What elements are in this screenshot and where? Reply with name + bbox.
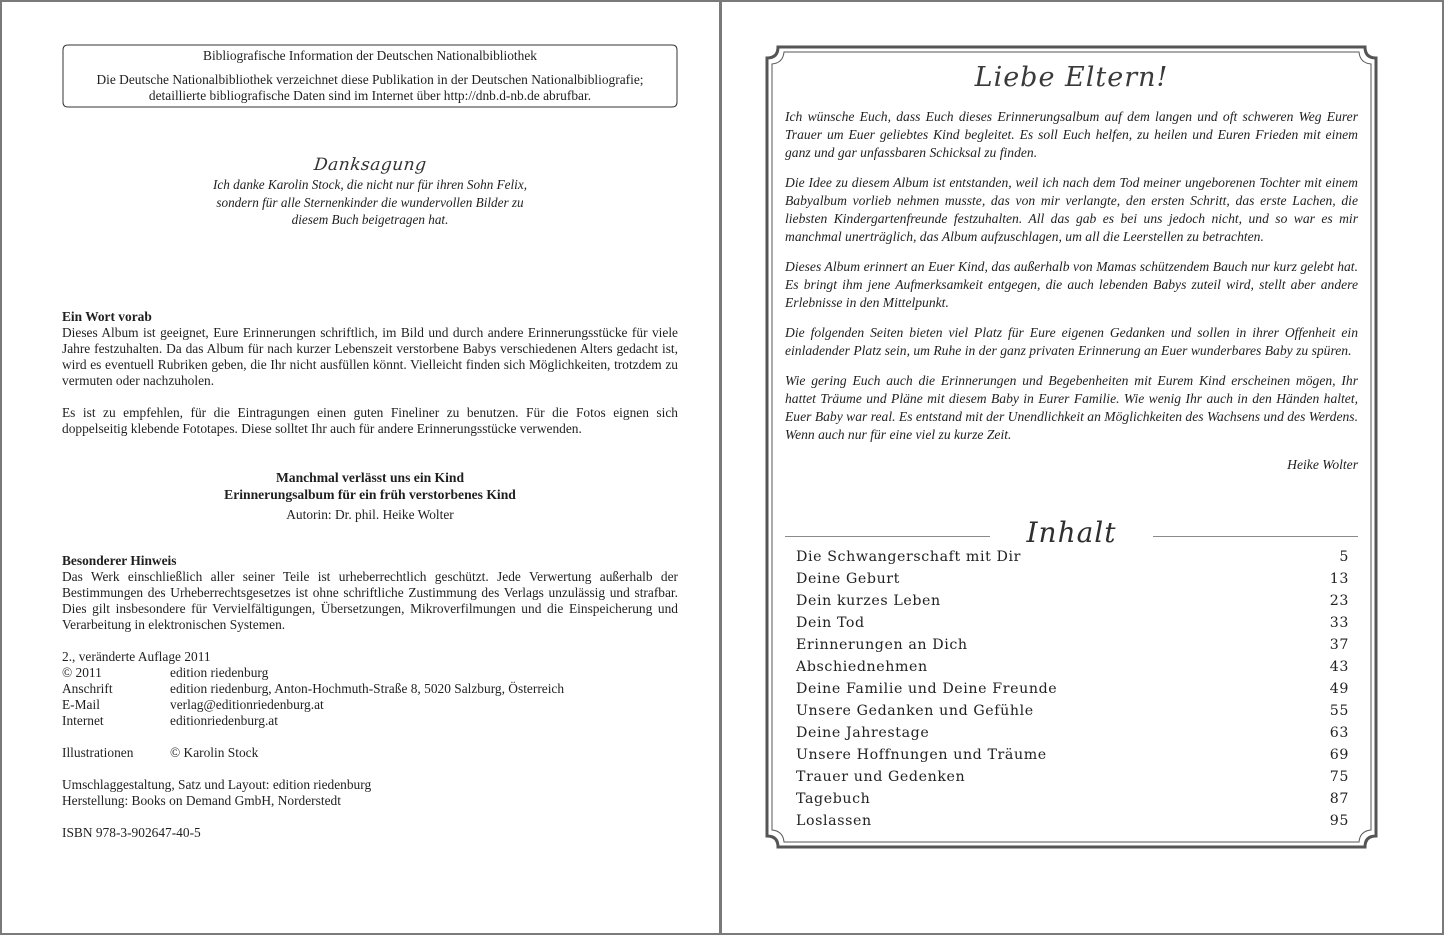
imprint-key: © 2011 (62, 664, 102, 680)
biblio-line-1: Die Deutsche Nationalbibliothek verzeichnet diese Publikation in der Deutschen Nationalbibliografie; (96, 72, 644, 87)
letter-paragraph: Ich wünsche Euch, dass Euch dieses Erinnerungsalbum auf dem langen und oft schweren Weg Eurer Trauer um Euer geliebtes Kind begleitet. Es soll Euch helfen, zu heilen und Euren Frieden mit einem ganz und gar unfassbaren Schicksal zu finden. (785, 109, 1358, 160)
toc-entry-title: Unsere Gedanken und Gefühle (796, 703, 1034, 719)
toc-entry (796, 810, 1349, 832)
toc-entry-title: Deine Jahrestage (796, 725, 930, 741)
toc-entry-page: 13 (1329, 571, 1349, 587)
imprint-row (62, 697, 678, 713)
imprint-key: E-Mail (62, 696, 100, 712)
right-page (764, 44, 1379, 850)
toc-entry-title: Erinnerungen an Dich (796, 637, 968, 653)
vorab-paragraph-1: Dieses Album ist geeignet, Eure Erinnerungen schriftlich, im Bild und durch andere Erinnerungsstücke für viele Jahre festzuhalten. Da das Album für nach kurzer Lebenszeit verstorbene Babys verschiedenen Alters gedacht ist, wird es eventuell Rubriken geben, die Ihr nicht ausfüllen könnt. Vielleicht finden sich Möglichkeiten, trotzdem zu vermuten oder nachzuholen. (62, 324, 678, 388)
imprint-isbn: ISBN 978-3-902647-40-5 (62, 824, 201, 840)
left-page (62, 44, 678, 841)
toc-entry-page: 23 (1329, 593, 1349, 609)
toc-entry-page: 49 (1329, 681, 1349, 697)
toc-title: Inhalt (1026, 516, 1117, 549)
page-divider (719, 0, 722, 935)
imprint-row (62, 665, 678, 681)
book-title: Manchmal verlässt uns ein Kind (275, 469, 465, 485)
toc-entry (796, 612, 1349, 634)
greeting-title: Liebe Eltern! (974, 62, 1169, 93)
imprint-row (62, 713, 678, 729)
danksagung-title: Danksagung (312, 155, 428, 175)
imprint-website: editionriedenburg.at (170, 712, 278, 728)
table-of-contents (796, 546, 1349, 832)
signature: Heike Wolter (1287, 457, 1358, 472)
toc-entry (796, 634, 1349, 656)
vorab-paragraph-2: Es ist zu empfehlen, für die Eintragungen einen guten Fineliner zu benutzen. Für die Fotos eignen sich doppelseitig klebende Fototapes. Diese solltet Ihr auch für andere Erinnerungsstücke verwenden. (62, 404, 678, 436)
letter-paragraph: Die Idee zu diesem Album ist entstanden, weil ich nach dem Tod meiner ungeborenen Tochter mit einem Babyalbum vorlieb nehmen musste, das von mir verlangte, den ersten Schritt, das erste Lachen, die liebsten Kindergartenfreunde festzuhalten. All das gab es bei uns jedoch nicht, und so war es mir manchmal unerträglich, das Album aufzuschlagen, um all die Leerstellen zu betrachten. (785, 175, 1358, 244)
danksagung-text: Ich danke Karolin Stock, die nicht nur für ihren Sohn Felix, sondern für alle Sternenkinder die wundervollen Bilder zu diesem Buch beigetragen hat. (213, 177, 527, 227)
toc-entry-page: 37 (1329, 637, 1349, 653)
letter-paragraph: Wie gering Euch auch die Erinnerungen und Begebenheiten mit Eurem Kind erscheinen mögen, Ihr hattet Träume und Pläne mit diesem Baby in Eurer Familie. Wie wenig Ihr auch in den Händen haltet, Euer Baby war real. Es entstand mit der Unendlichkeit an Möglichkeiten des Wachsens und des Werdens. Wenn auch nur für eine viel zu kurze Zeit. (785, 373, 1358, 442)
book-author: Autorin: Dr. phil. Heike Wolter (286, 506, 454, 522)
toc-entry (796, 744, 1349, 766)
hinweis-heading: Besonderer Hinweis (62, 552, 177, 568)
toc-entry (796, 788, 1349, 810)
imprint-row (62, 681, 678, 697)
biblio-title: Bibliografische Information der Deutschen Nationalbibliothek (203, 48, 537, 63)
imprint-email: verlag@editionriedenburg.at (170, 696, 324, 712)
toc-entry-title: Dein kurzes Leben (796, 593, 941, 609)
toc-entry-page: 69 (1329, 747, 1349, 763)
toc-entry (796, 766, 1349, 788)
imprint-umschlag: Umschlaggestaltung, Satz und Layout: edition riedenburg (62, 776, 372, 792)
toc-entry-title: Trauer und Gedenken (796, 769, 966, 785)
danksagung-section (62, 154, 678, 229)
toc-entry (796, 546, 1349, 568)
toc-entry-page: 87 (1329, 791, 1349, 807)
toc-entry (796, 590, 1349, 612)
imprint (62, 649, 678, 841)
biblio-info-box (62, 44, 678, 108)
imprint-value: edition riedenburg, Anton-Hochmuth-Straße 8, 5020 Salzburg, Österreich (170, 680, 565, 696)
toc-entry-title: Unsere Hoffnungen und Träume (796, 747, 1047, 763)
letter-paragraph: Die folgenden Seiten bieten viel Platz für Eure eigenen Gedanken und sollen in ihrer Offenheit ein einladender Platz sein, um Ruhe in der ganz privaten Erinnerung an Euer wunderbares Baby zu spüren. (785, 325, 1358, 358)
toc-entry-title: Die Schwangerschaft mit Dir (796, 549, 1022, 565)
toc-entry-page: 55 (1329, 703, 1349, 719)
hinweis-text: Das Werk einschließlich aller seiner Teile ist urheberrechtlich geschützt. Jede Verwertung außerhalb der Bestimmungen des Urheberrechtsgesetzes ist ohne schriftliche Zustimmung des Verlags unzulässig und strafbar. Dies gilt insbesondere für Vervielfältigungen, Übersetzungen, Mikroverfilmungen und die Einspeicherung und Verarbeitung in elektronischen Systemen. (62, 568, 678, 632)
letter-text (785, 108, 1358, 474)
imprint-herstellung: Herstellung: Books on Demand GmbH, Norderstedt (62, 792, 341, 808)
book-subtitle: Erinnerungsalbum für ein früh verstorbenes Kind (224, 486, 516, 502)
imprint-value: edition riedenburg (170, 664, 269, 680)
book-title-block (62, 469, 678, 523)
toc-entry-page: 43 (1329, 659, 1349, 675)
toc-entry-page: 75 (1329, 769, 1349, 785)
toc-entry-title: Abschiednehmen (796, 659, 928, 675)
vorab-heading: Ein Wort vorab (62, 308, 152, 324)
toc-entry-title: Deine Familie und Deine Freunde (796, 681, 1058, 697)
toc-entry-title: Dein Tod (796, 615, 865, 631)
toc-entry-page: 33 (1329, 615, 1349, 631)
vorab-section (62, 309, 678, 437)
imprint-key: Illustrationen (62, 744, 134, 760)
toc-entry-page: 5 (1339, 549, 1349, 565)
toc-entry (796, 656, 1349, 678)
toc-entry (796, 568, 1349, 590)
imprint-key: Anschrift (62, 680, 113, 696)
letter-paragraph: Dieses Album erinnert an Euer Kind, das außerhalb von Mamas schützendem Bauch nur kurz gelebt hat. Es bringt ihm jene Aufmerksamkeit entgegen, die auch lebenden Babys zuteil wird, stellt aber andere Erlebnisse in den Mittelpunkt. (785, 259, 1358, 310)
toc-entry-page: 95 (1329, 813, 1349, 829)
imprint-value: © Karolin Stock (170, 744, 259, 760)
toc-entry (796, 722, 1349, 744)
toc-entry-title: Loslassen (796, 813, 872, 829)
imprint-key: Internet (62, 712, 104, 728)
biblio-line-2: detaillierte bibliografische Daten sind im Internet über http://dnb.d-nb.de abrufbar. (148, 88, 592, 103)
imprint-illustrations (62, 745, 678, 761)
toc-entry-page: 63 (1329, 725, 1349, 741)
toc-entry-title: Deine Geburt (796, 571, 900, 587)
toc-entry (796, 700, 1349, 722)
hinweis-section (62, 553, 678, 633)
toc-entry-title: Tagebuch (796, 791, 871, 807)
imprint-edition: 2., veränderte Auflage 2011 (62, 648, 211, 664)
toc-entry (796, 678, 1349, 700)
